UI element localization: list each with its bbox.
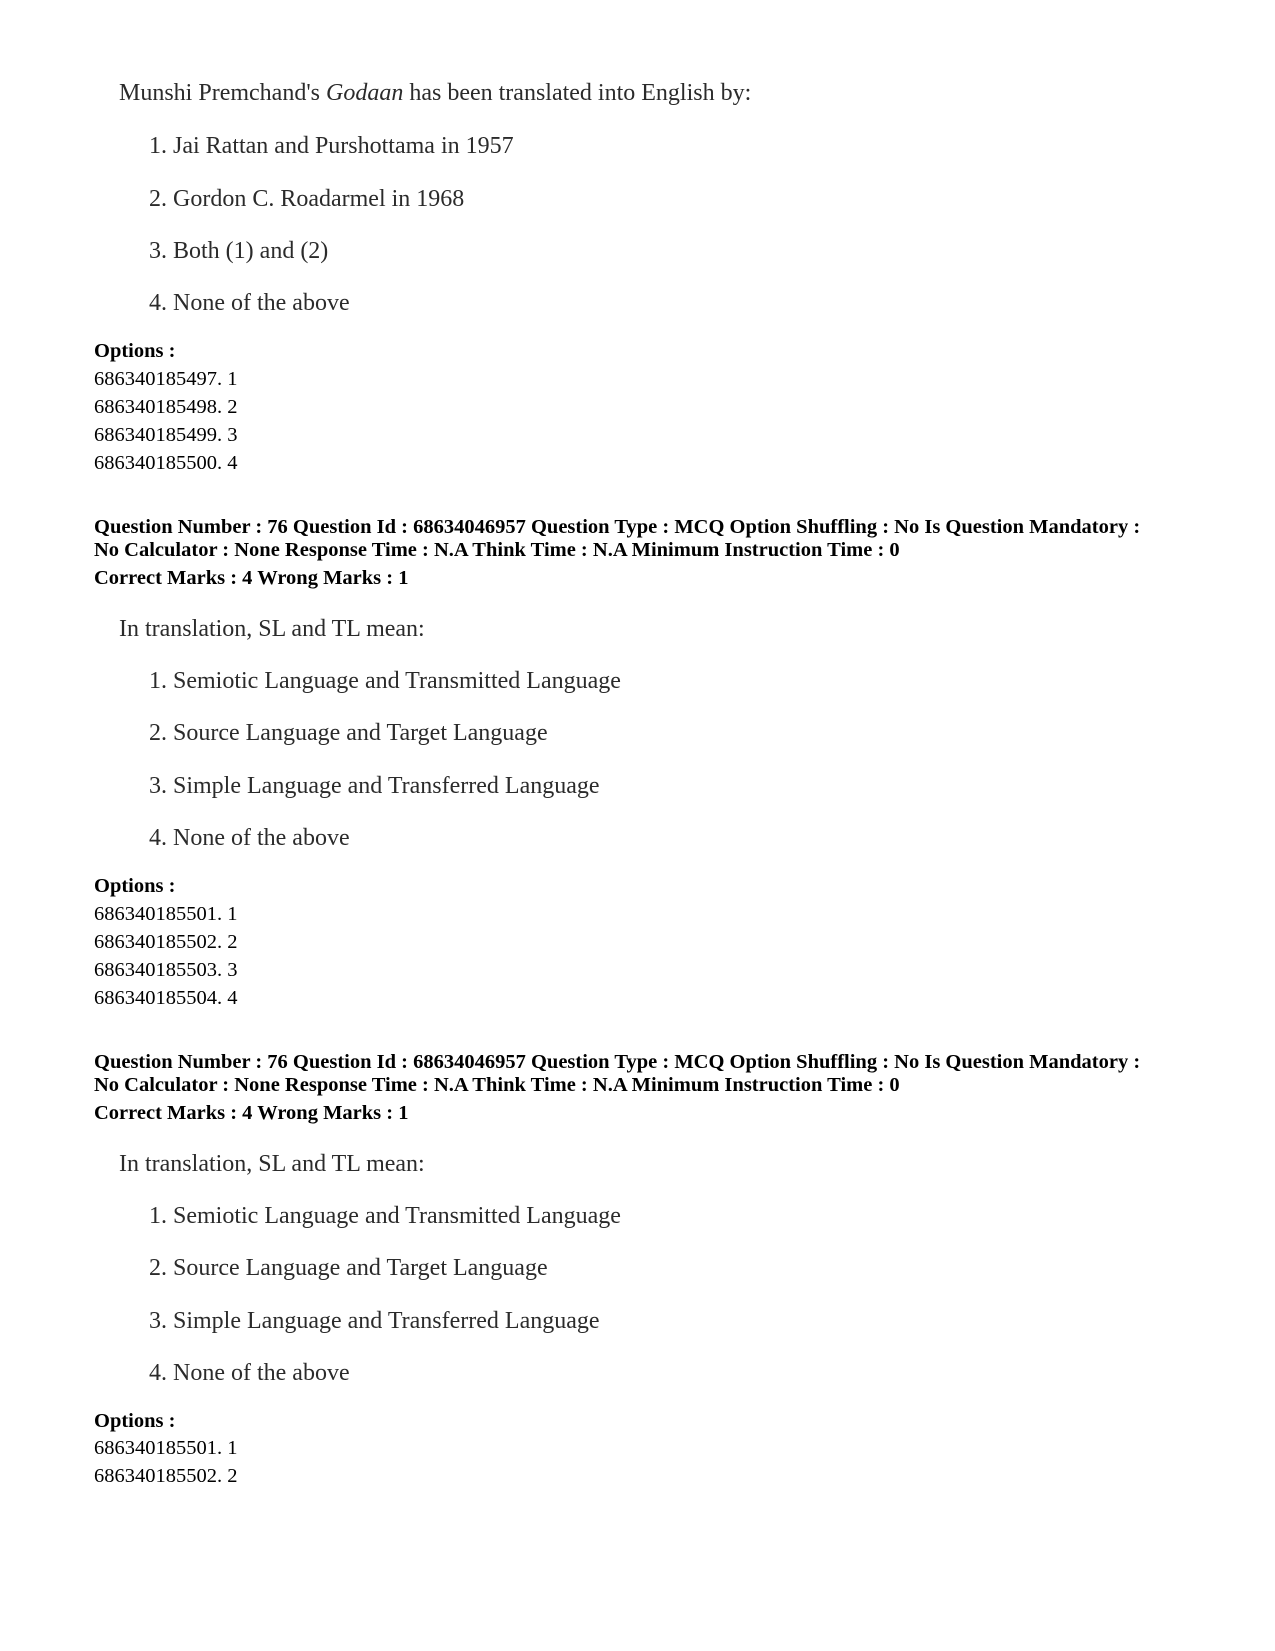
question-marks: Correct Marks : 4 Wrong Marks : 1	[94, 1102, 409, 1124]
option-id: 686340185498. 2	[94, 396, 238, 418]
answer-choice: 2. Source Language and Target Language	[149, 720, 548, 746]
option-id: 686340185503. 3	[94, 959, 238, 981]
question-meta-line: No Calculator : None Response Time : N.A Think Time : N.A Minimum Instruction Time : 0	[94, 1074, 900, 1096]
answer-choice: 1. Semiotic Language and Transmitted Language	[149, 1203, 621, 1229]
options-heading: Options :	[94, 340, 176, 362]
answer-choice: 2. Gordon C. Roadarmel in 1968	[149, 186, 465, 212]
answer-choice: 4. None of the above	[149, 290, 350, 316]
answer-choice: 4. None of the above	[149, 825, 350, 851]
question-meta-line: Question Number : 76 Question Id : 68634046957 Question Type : MCQ Option Shuffling : No Is Question Mandatory :	[94, 1051, 1141, 1073]
answer-choice: 1. Jai Rattan and Purshottama in 1957	[149, 133, 514, 159]
answer-choice: 2. Source Language and Target Language	[149, 1255, 548, 1281]
answer-choice: 3. Simple Language and Transferred Language	[149, 1308, 600, 1334]
question-meta-line: Question Number : 76 Question Id : 68634046957 Question Type : MCQ Option Shuffling : No Is Question Mandatory :	[94, 516, 1141, 538]
answer-choice: 3. Simple Language and Transferred Language	[149, 773, 600, 799]
option-id: 686340185501. 1	[94, 1437, 238, 1459]
option-id: 686340185502. 2	[94, 931, 238, 953]
question-stem-part: Munshi Premchand's	[119, 80, 326, 106]
question-stem-part: has been translated into English by:	[403, 80, 752, 106]
options-heading: Options :	[94, 875, 176, 897]
question-stem: In translation, SL and TL mean:	[119, 616, 425, 642]
option-id: 686340185502. 2	[94, 1465, 238, 1487]
option-id: 686340185499. 3	[94, 424, 238, 446]
book-title: Godaan	[325, 80, 404, 106]
answer-choice: 4. None of the above	[149, 1360, 350, 1386]
question-stem	[119, 80, 751, 107]
option-id: 686340185501. 1	[94, 903, 238, 925]
option-id: 686340185500. 4	[94, 452, 238, 474]
question-meta-line: No Calculator : None Response Time : N.A Think Time : N.A Minimum Instruction Time : 0	[94, 539, 900, 561]
question-stem: In translation, SL and TL mean:	[119, 1151, 425, 1177]
answer-choice: 1. Semiotic Language and Transmitted Language	[149, 668, 621, 694]
option-id: 686340185504. 4	[94, 987, 238, 1009]
options-heading: Options :	[94, 1410, 176, 1432]
option-id: 686340185497. 1	[94, 368, 238, 390]
answer-choice: 3. Both (1) and (2)	[149, 238, 329, 264]
question-marks: Correct Marks : 4 Wrong Marks : 1	[94, 567, 409, 589]
